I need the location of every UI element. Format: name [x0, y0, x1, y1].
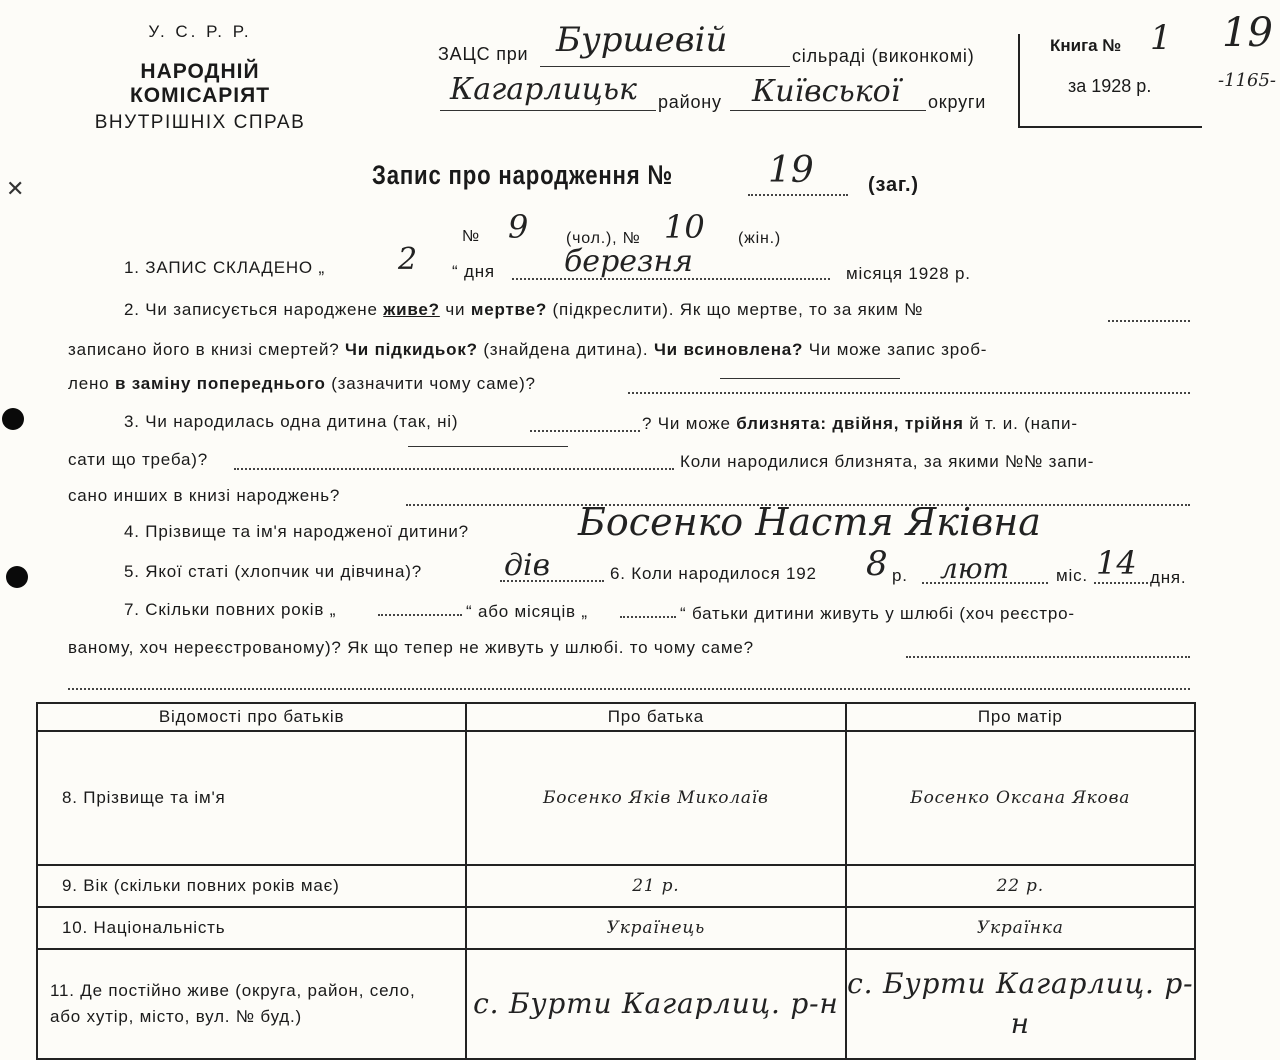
f6-day: 14 [1096, 544, 1137, 582]
table-row-nationality [37, 907, 1195, 949]
f5-line [500, 580, 604, 582]
book-year: за 1928 р. [1068, 76, 1152, 96]
okrug-handwritten: Київської [752, 74, 901, 109]
f6-mis: міс. [1056, 566, 1088, 585]
f1-end: місяця 1928 р. [846, 264, 971, 283]
f2-line1: 2. Чи записується народжене живе? чи мертве? (підкреслити). Як що мертве, то за яким № [124, 300, 924, 319]
f3-what-line [234, 468, 674, 470]
f6-label: 6. Коли народилося 192 [610, 564, 817, 583]
f6-dnya: дня. [1150, 568, 1187, 587]
district-line [440, 110, 656, 111]
row-label-name: 8. Прізвище та ім'я [37, 731, 466, 865]
book-box [1018, 18, 1202, 128]
f1-month-line [512, 278, 830, 280]
record-title: Запис про народження № [372, 160, 673, 190]
f5-label: 5. Якої статі (хлопчик чи дівчина)? [124, 562, 422, 581]
margin-mark: ✕ [6, 176, 25, 201]
ministry-line2: ВНУТРІШНІХ СПРАВ [94, 112, 306, 133]
male-number: 9 [508, 208, 529, 246]
mother-residence: с. Бурти Кагарлиц. р-н [846, 949, 1195, 1059]
f4-label: 4. Прізвище та ім'я народженої дитини? [124, 522, 469, 541]
mother-age: 22 р. [846, 865, 1195, 907]
f7-line1b: “ або місяців „ [466, 602, 588, 621]
f7-extra-line [68, 688, 1190, 690]
f2-line3: лено в заміну попереднього (зазначити чому саме)? [68, 374, 536, 393]
f7-months-line [620, 616, 676, 618]
f1-month: березня [564, 244, 694, 279]
table-row-age [37, 865, 1195, 907]
f2-answer-line [628, 392, 1190, 394]
female-number: 10 [664, 208, 705, 246]
table-row-name [37, 731, 1195, 865]
okrug-suffix: округи [928, 92, 987, 112]
f3-line1: ? Чи може близнята: двійня, трійня й т. и. (напи- [642, 414, 1078, 433]
f6-r: р. [892, 566, 908, 585]
f4-value: Босенко Настя Яківна [578, 500, 1041, 544]
table-row-residence [37, 949, 1195, 1059]
okrug-line [730, 110, 926, 111]
ministry-line1: НАРОДНІЙ КОМІСАРІЯТ [129, 60, 271, 107]
header-father: Про батька [466, 703, 845, 731]
f1-day: 2 [398, 242, 418, 277]
row-label-age: 9. Вік (скільки повних років має) [37, 865, 466, 907]
f3-line2a: сати що треба)? [68, 450, 208, 469]
f6-month-line [922, 582, 1048, 584]
f1-label: 1. ЗАПИС СКЛАДЕНО „ [124, 258, 325, 277]
f7-line2: ваному, хоч нереєстрованому)? Як що тепер не живуть у шлюбі. то чому саме? [68, 638, 754, 657]
district-suffix: району [658, 92, 722, 112]
f2-foundling: Чи підкидьок? [345, 340, 478, 359]
female-label: (жін.) [738, 230, 781, 247]
father-name: Босенко Яків Миколаїв [466, 731, 845, 865]
f3-twins: близнята: двійня, трійня [736, 414, 964, 433]
f2-adopted: Чи всиновлена? [653, 340, 804, 359]
header-info: Відомості про батьків [37, 703, 466, 731]
father-age: 21 р. [466, 865, 845, 907]
village-suffix: сільраді (виконкомі) [792, 46, 975, 66]
f2-dash [720, 378, 900, 379]
male-label: (чол.), № [566, 230, 641, 247]
f6-year: 8 [866, 544, 888, 584]
table-header-row [37, 703, 1195, 731]
punch-hole-top [2, 408, 24, 430]
record-number: 19 [768, 150, 814, 191]
f7-line1c: “ батьки дитини живуть у шлюбі (хоч реєстро- [680, 604, 1075, 623]
republic-label: У. С. Р. Р. [148, 22, 252, 41]
f3-one-line [530, 430, 640, 432]
f1-mid: “ дня [452, 262, 495, 281]
f3-line1a: 3. Чи народилась одна дитина (так, ні) [124, 412, 459, 431]
book-number: 1 [1150, 18, 1172, 58]
row-label-residence: 11. Де постійно живе (округа, район, село, або хутір, місто, вул. № буд.) [37, 949, 466, 1059]
f2-death-no-line [1108, 320, 1190, 322]
punch-hole-bottom [6, 566, 28, 588]
book-label: Книга № [1050, 36, 1122, 55]
f7-line1a: 7. Скільки повних років „ [124, 600, 337, 619]
f3-line3: сано инших в книзі народжень? [68, 486, 341, 505]
f2-dead: мертве? [470, 300, 548, 319]
village-line [540, 66, 790, 67]
record-number-line [748, 194, 848, 196]
village-handwritten: Буршевій [556, 20, 728, 60]
row-label-nationality: 10. Національність [37, 907, 466, 949]
f5-value: дів [504, 548, 551, 583]
f6-month: лют [940, 552, 1010, 585]
district-handwritten: Кагарлицьк [450, 72, 637, 107]
margin-number: 19 [1222, 10, 1273, 56]
zags-prefix: ЗАЦС при [438, 44, 529, 64]
f2-alive: живе? [383, 300, 440, 319]
father-residence: с. Бурти Кагарлиц. р-н [466, 949, 845, 1059]
father-nationality: Українець [466, 907, 845, 949]
f3-line2b: Коли народилися близнята, за якими №№ запи- [680, 452, 1095, 471]
header-mother: Про матір [846, 703, 1195, 731]
f7-reason-line [906, 656, 1190, 658]
f2-line2: записано його в книзі смертей? Чи підкидьок? (знайдена дитина). Чи всиновлена? Чи може запис зроб- [68, 340, 988, 359]
no-label: № [462, 228, 480, 245]
mother-name: Босенко Оксана Якова [846, 731, 1195, 865]
f2-replace: в заміну попереднього [114, 374, 326, 393]
f3-dash [408, 446, 568, 447]
record-suffix: (заг.) [868, 174, 919, 196]
mother-nationality: Українка [846, 907, 1195, 949]
issuer-block [70, 22, 330, 134]
f7-years-line [378, 614, 462, 616]
parents-table [36, 702, 1196, 1060]
f6-day-line [1094, 582, 1148, 584]
margin-number-2: -1165- [1218, 70, 1276, 91]
